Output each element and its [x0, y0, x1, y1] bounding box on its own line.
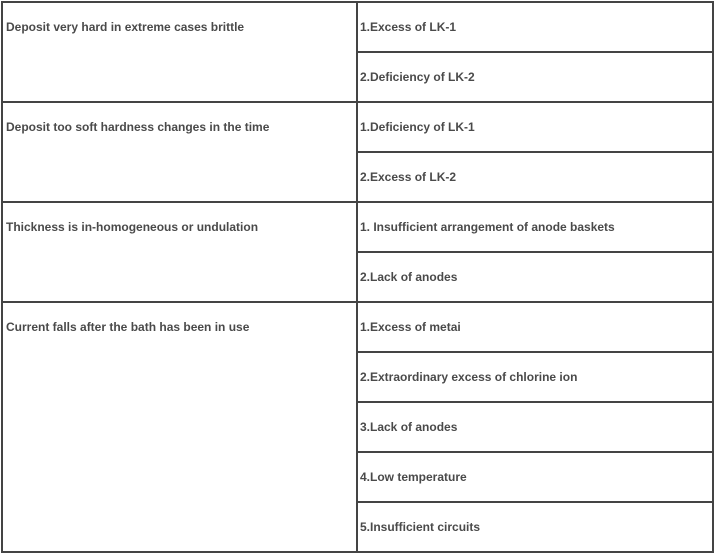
- cause-cell: 2.Deficiency of LK-2: [357, 52, 713, 102]
- table-row: [2, 202, 713, 252]
- cause-cell: 4.Low temperature: [357, 452, 713, 502]
- cause-cell: 1. Insufficient arrangement of anode baskets: [357, 202, 713, 252]
- cause-cell: 1.Excess of metai: [357, 302, 713, 352]
- cause-cell: 1.Deficiency of LK-1: [357, 102, 713, 152]
- troubleshooting-table: [1, 1, 714, 553]
- table-row: [2, 302, 713, 352]
- problem-cell: Deposit very hard in extreme cases brittle: [2, 2, 357, 102]
- problem-cell: Current falls after the bath has been in use: [2, 302, 357, 552]
- problem-cell: Deposit too soft hardness changes in the time: [2, 102, 357, 202]
- cause-cell: 5.Insufficient circuits: [357, 502, 713, 552]
- cause-cell: 2.Lack of anodes: [357, 252, 713, 302]
- table-row: [2, 2, 713, 52]
- cause-cell: 2.Excess of LK-2: [357, 152, 713, 202]
- table-row: [2, 102, 713, 152]
- cause-cell: 3.Lack of anodes: [357, 402, 713, 452]
- cause-cell: 2.Extraordinary excess of chlorine ion: [357, 352, 713, 402]
- problem-cell: Thickness is in-homogeneous or undulation: [2, 202, 357, 302]
- cause-cell: 1.Excess of LK-1: [357, 2, 713, 52]
